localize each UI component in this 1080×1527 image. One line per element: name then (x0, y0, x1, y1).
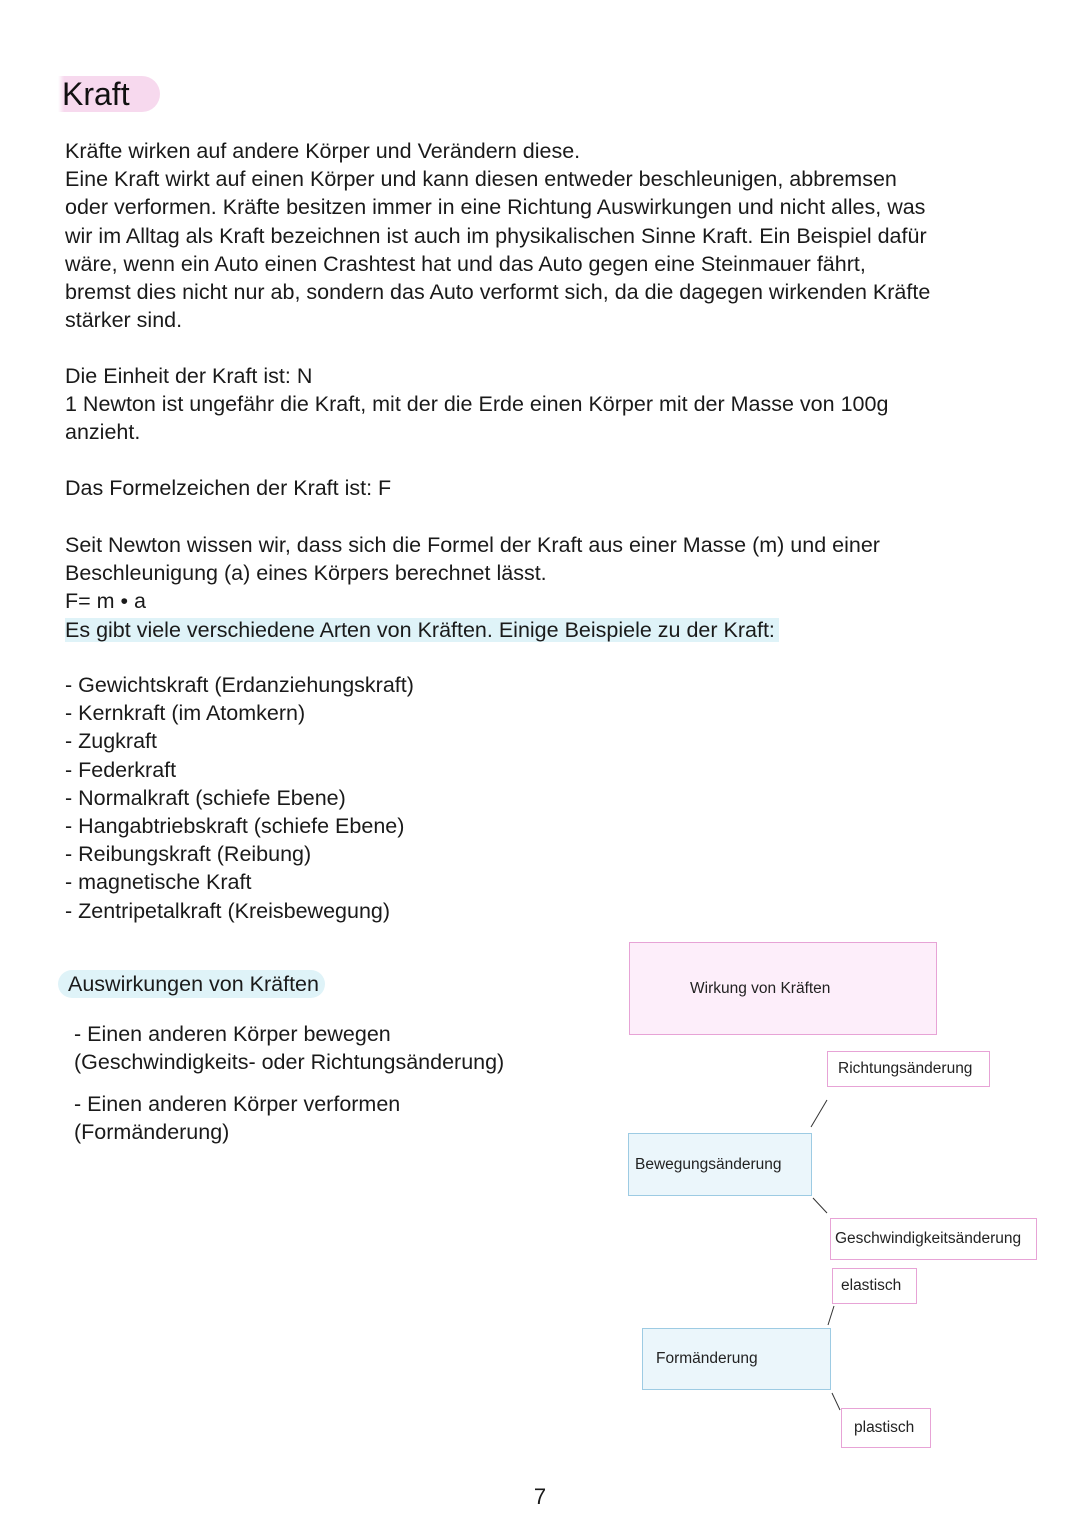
list-item: - Normalkraft (schiefe Ebene) (65, 785, 346, 810)
text-line: Das Formelzeichen der Kraft ist: F (65, 476, 392, 500)
text-line: Die Einheit der Kraft ist: N (65, 364, 313, 388)
list-item: - Zentripetalkraft (Kreisbewegung) (65, 898, 391, 923)
text-line: Eine Kraft wirkt auf einen Körper und kann diesen entweder beschleunigen, abbremsen (65, 167, 897, 192)
diagram-root-box: Wirkung von Kräften (629, 942, 937, 1035)
diagram-speed-box: Geschwindigkeitsänderung (830, 1218, 1037, 1260)
connector-line (813, 1198, 827, 1213)
diagram-plastic-box: plastisch (841, 1408, 931, 1448)
text-line: bremst dies nicht nur ab, sondern das Auto verformt sich, da die dagegen wirkenden Kräfte (65, 280, 931, 305)
connector-line (811, 1100, 827, 1127)
list-item: - Hangabtriebskraft (schiefe Ebene) (65, 814, 405, 839)
text-line: Kräfte wirken auf andere Körper und Verändern diese. (65, 139, 581, 163)
text-line: oder verformen. Kräfte besitzen immer in eine Richtung Auswirkungen und nicht alles, was (65, 195, 926, 220)
diagram-elastic-box: elastisch (832, 1268, 917, 1304)
list-item: - Zugkraft (65, 729, 157, 754)
effect-line: - Einen anderen Körper verformen (74, 1092, 401, 1116)
list-item: - Kernkraft (im Atomkern) (65, 701, 306, 726)
list-item: - magnetische Kraft (65, 870, 252, 895)
text-line: wir im Alltag als Kraft bezeichnen ist auch im physikalischen Sinne Kraft. Ein Beispiel dafür (65, 223, 927, 248)
text-line: 1 Newton ist ungefähr die Kraft, mit der die Erde einen Körper mit der Masse von 100g (65, 392, 889, 417)
effect-line: (Formänderung) (74, 1120, 230, 1145)
text-line: stärker sind. (65, 308, 183, 333)
diagram-motion-box: Bewegungsänderung (628, 1133, 812, 1196)
connector-line (832, 1393, 840, 1410)
types-intro: Es gibt viele verschiedene Arten von Kräften. Einige Beispiele zu der Kraft: (65, 618, 779, 642)
page-title: Kraft (58, 76, 160, 112)
diagram-shape-box: Formänderung (642, 1328, 831, 1390)
page-number: 7 (533, 1484, 547, 1509)
formula: F= m • a (65, 589, 147, 614)
list-item: - Reibungskraft (Reibung) (65, 842, 312, 867)
list-item: - Gewichtskraft (Erdanziehungskraft) (65, 673, 414, 697)
text-line: wäre, wenn ein Auto einen Crashtest hat und das Auto gegen eine Steinmauer fährt, (65, 251, 866, 276)
text-line: Beschleunigung (a) eines Körpers berechnet lässt. (65, 561, 547, 586)
text-line: Seit Newton wissen wir, dass sich die Formel der Kraft aus einer Masse (m) und einer (65, 533, 880, 557)
diagram-direction-box: Richtungsänderung (827, 1051, 990, 1087)
list-item: - Federkraft (65, 757, 177, 782)
effect-line: (Geschwindigkeits- oder Richtungsänderung) (74, 1050, 505, 1075)
text-line: anzieht. (65, 420, 141, 445)
effects-heading: Auswirkungen von Kräften (58, 970, 325, 998)
effect-line: - Einen anderen Körper bewegen (74, 1022, 391, 1046)
connector-line (828, 1306, 834, 1325)
